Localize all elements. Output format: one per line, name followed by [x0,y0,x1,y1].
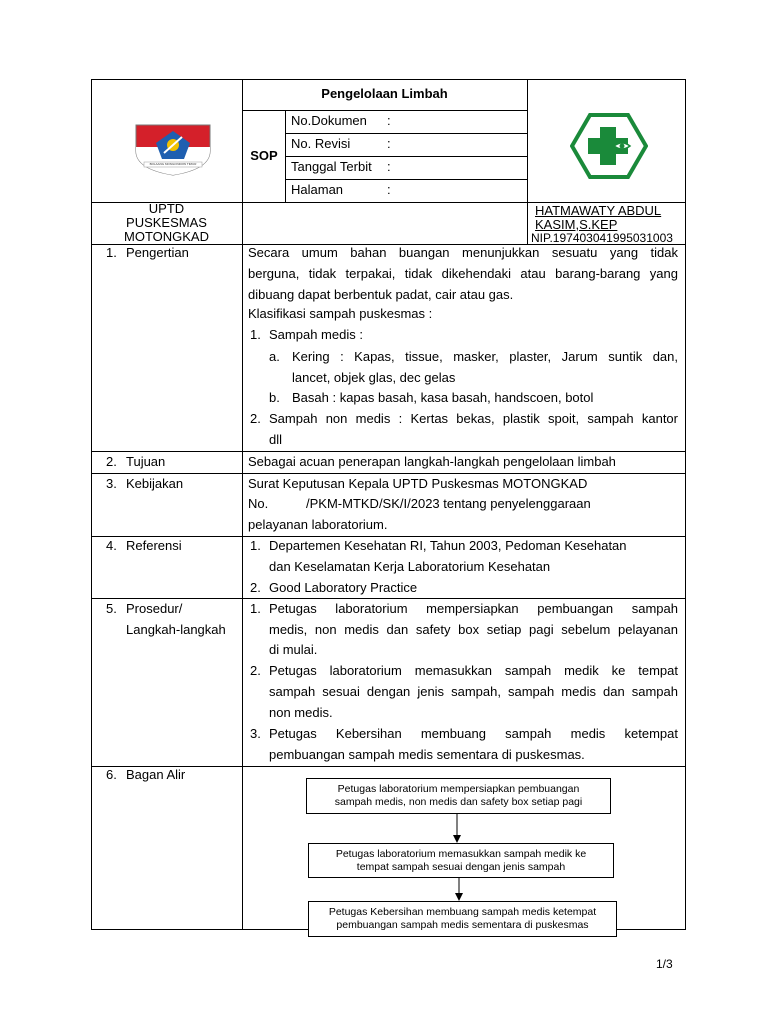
section-number: 4. [106,538,117,553]
field-colon: : [387,136,391,151]
pengertian-line: dibuang dapat berbentuk padat, cair atau gas. [248,287,514,302]
referensi-item: Good Laboratory Practice [269,580,418,595]
prosedur-step: medis, non medis dan safety box setiap pagi sebelum pelayanan [269,622,678,637]
kebijakan-line: pelayanan laboratorium. [248,517,388,532]
field-no-dokumen: No.Dokumen [291,113,367,128]
section-number: 3. [106,476,117,491]
page-number: 1/3 [656,957,673,971]
regional-logo [134,123,212,177]
section-number: 5. [106,601,117,616]
list-number: 2. [250,580,261,595]
klasifikasi-heading: Klasifikasi sampah puskesmas : [248,306,433,321]
sop-label: SOP [250,148,278,163]
prosedur-step: sampah sesuai dengan jenis sampah, sampah medis dan sampah [269,684,678,699]
list-item: Sampah non medis : Kertas bekas, plastik spoit, sampah kantor [269,411,678,426]
signer-name-2: KASIM,S.KEP [535,217,618,232]
kebijakan-line: /PKM-MTKD/SK/I/2023 tentang penyelenggaraan [306,496,591,511]
org-line1: UPTD [148,201,185,216]
list-item: dll [269,432,283,447]
prosedur-step: di mulai. [269,642,318,657]
prosedur-step: non medis. [269,705,333,720]
section-title-pengertian: Pengertian [126,245,189,260]
prosedur-step: Petugas laboratorium mempersiapkan pembuangan sampah [269,601,678,616]
list-letter: b. [269,390,280,405]
field-colon: : [387,113,391,128]
list-number: 1. [250,327,261,342]
flow-box-text: Petugas laboratorium mempersiapkan pembuangan [337,783,580,795]
kebijakan-no: No. [248,496,269,511]
flow-box-3 [308,901,617,937]
org-line3: MOTONGKAD [124,229,209,244]
list-number: 1. [250,538,261,553]
section-number: 6. [106,767,117,782]
list-item: lancet, objek glas, dec gelas [292,370,456,385]
flow-box-text: Petugas laboratorium memasukkan sampah medik ke [335,848,587,860]
list-number: 3. [250,726,261,741]
puskesmas-logo-icon [570,113,648,179]
flow-box-2 [308,843,614,878]
kebijakan-line: Surat Keputusan Kepala UPTD Puskesmas MOTONGKAD [248,476,588,491]
document-title: Pengelolaan Limbah [321,86,448,101]
prosedur-step: pembuangan sampah medis sementara di puskesmas. [269,747,585,762]
field-tanggal-terbit: Tanggal Terbit [291,159,372,174]
org-line2: PUSKESMAS [126,215,207,230]
list-item: Sampah medis : [269,327,363,342]
list-number: 2. [250,411,261,426]
flow-box-1 [306,778,611,814]
list-letter: a. [269,349,280,364]
flow-box-text: sampah medis, non medis dan safety box setiap pagi [334,796,583,808]
signer-name: HATMAWATY ABDUL [535,203,662,218]
section-title-prosedur-2: Langkah-langkah [126,622,226,637]
list-item: Kering : Kapas, tissue, masker, plaster, Jarum suntik dan, [292,349,678,364]
prosedur-step: Petugas Kebersihan membuang sampah medis ketempat [269,726,678,741]
section-number: 1. [106,245,117,260]
section-number: 2. [106,454,117,469]
flow-box-text: pembuangan sampah medis sementara di puskesmas [336,919,589,931]
signer-nip: NIP.197403041995031003 [531,231,673,245]
section-title-referensi: Referensi [126,538,182,553]
section-title-tujuan: Tujuan [126,454,166,469]
list-number: 2. [250,663,261,678]
field-colon: : [387,182,391,197]
logo-text: BOLAANG MONGONDOW TIMUR [149,162,197,166]
flow-arrow [451,814,463,843]
flow-box-text: Petugas Kebersihan membuang sampah medis ketempat [328,906,597,918]
field-no-revisi: No. Revisi [291,136,351,151]
pengertian-line: berguna, tidak terpakai, tidak dikehendaki atau barang-barang yang [248,266,678,281]
flow-arrow [453,878,465,901]
section-title-kebijakan: Kebijakan [126,476,184,491]
section-title-bagan-alir: Bagan Alir [126,767,186,782]
flow-box-text: tempat sampah sesuai dengan jenis sampah [356,861,566,873]
list-number: 1. [250,601,261,616]
section-title-prosedur: Prosedur/ [126,601,183,616]
list-item: Basah : kapas basah, kasa basah, handscoen, botol [292,390,594,405]
pengertian-line: Secara umum bahan buangan menunjukkan sesuatu yang tidak [248,245,678,260]
field-colon: : [387,159,391,174]
tujuan-text: Sebagai acuan penerapan langkah-langkah pengelolaan limbah [248,454,616,469]
prosedur-step: Petugas laboratorium memasukkan sampah medik ke tempat [269,663,678,678]
referensi-item: Departemen Kesehatan RI, Tahun 2003, Pedoman Kesehatan [269,538,627,553]
field-halaman: Halaman [291,182,344,197]
referensi-item: dan Keselamatan Kerja Laboratorium Kesehatan [269,559,551,574]
